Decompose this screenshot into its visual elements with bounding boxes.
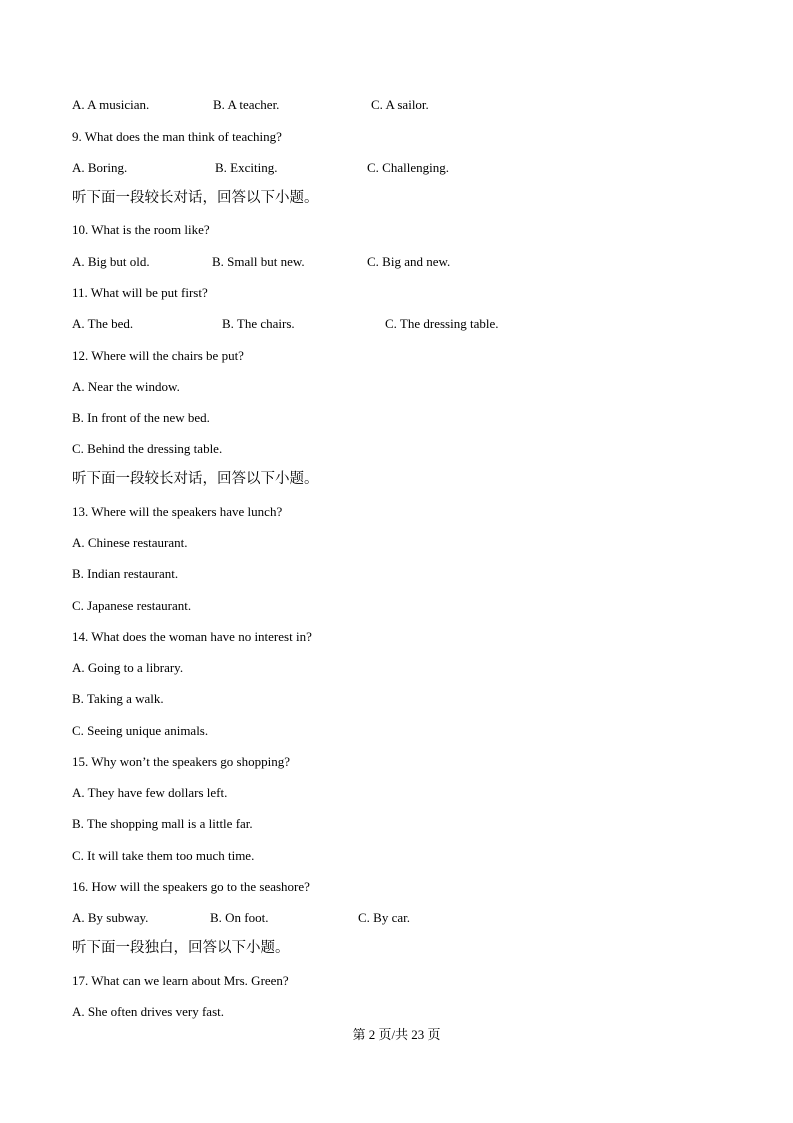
q14-option-a: A. Going to a library. [72,660,184,675]
q9-option-c: C. Challenging. [367,160,449,175]
q12-option-b: B. In front of the new bed. [72,410,210,425]
q15-option-a: A. They have few dollars left. [72,785,228,800]
page-footer: 第 2 页/共 23 页 [352,1027,441,1042]
q10-option-c: C. Big and new. [367,254,451,269]
q15-question: 15. Why won’t the speakers go shopping? [72,754,290,769]
q12-option-a: A. Near the window. [72,379,180,394]
q11-option-b: B. The chairs. [222,316,295,331]
q16-options [72,910,752,926]
q12-question: 12. Where will the chairs be put? [72,348,244,363]
section-heading-long-dialogue-2: 听下面一段较长对话，回答以下小题。 [72,471,319,487]
q13-question: 13. Where will the speakers have lunch? [72,504,283,519]
q15-option-b: B. The shopping mall is a little far. [72,816,253,831]
q16-option-c: C. By car. [358,910,410,925]
q8-option-a: A. A musician. [72,97,150,112]
q13-option-a: A. Chinese restaurant. [72,535,188,550]
q16-question: 16. How will the speakers go to the seashore? [72,879,310,894]
q15-option-c: C. It will take them too much time. [72,848,255,863]
q10-option-b: B. Small but new. [212,254,305,269]
q11-question: 11. What will be put first? [72,285,208,300]
q10-option-a: A. Big but old. [72,254,150,269]
q13-option-b: B. Indian restaurant. [72,566,179,581]
q9-option-b: B. Exciting. [215,160,278,175]
q17-question: 17. What can we learn about Mrs. Green? [72,973,289,988]
q10-options [72,254,752,270]
q11-option-c: C. The dressing table. [385,316,499,331]
q16-option-b: B. On foot. [210,910,269,925]
section-heading-long-dialogue: 听下面一段较长对话，回答以下小题。 [72,190,319,206]
q12-option-c: C. Behind the dressing table. [72,441,223,456]
q8-option-c: C. A sailor. [371,97,429,112]
q11-option-a: A. The bed. [72,316,134,331]
q8-options [72,97,752,113]
q9-options [72,160,752,176]
q13-option-c: C. Japanese restaurant. [72,598,192,613]
q14-option-c: C. Seeing unique animals. [72,723,209,738]
q16-option-a: A. By subway. [72,910,149,925]
section-heading-monologue: 听下面一段独白，回答以下小题。 [72,940,290,956]
q8-option-b: B. A teacher. [213,97,280,112]
q9-question: 9. What does the man think of teaching? [72,129,282,144]
q10-question: 10. What is the room like? [72,222,210,237]
q9-option-a: A. Boring. [72,160,128,175]
q14-option-b: B. Taking a walk. [72,691,164,706]
q14-question: 14. What does the woman have no interest in? [72,629,312,644]
q11-options [72,316,752,332]
q17-option-a: A. She often drives very fast. [72,1004,224,1019]
